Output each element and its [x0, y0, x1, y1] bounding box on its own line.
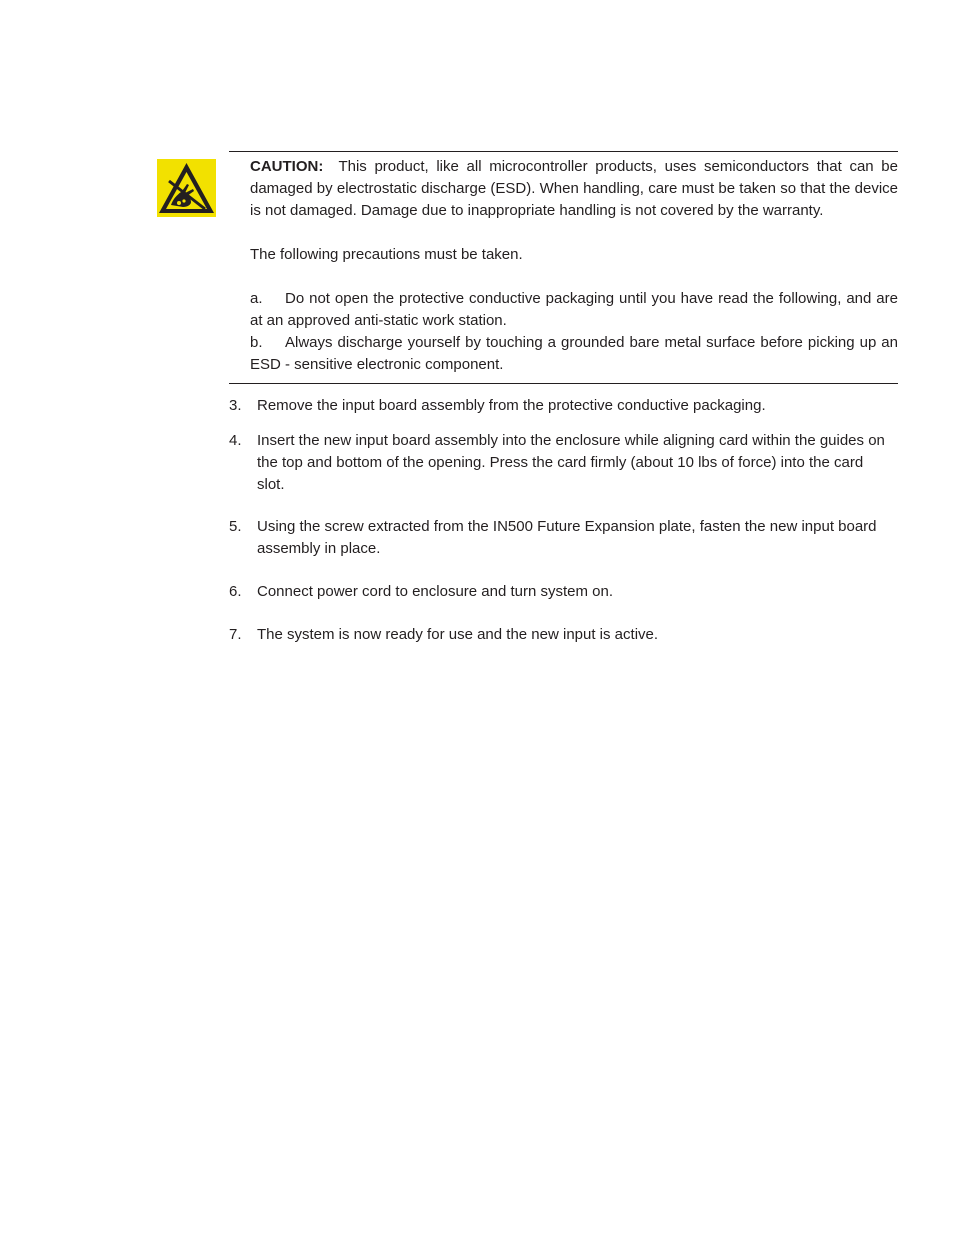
step-number: 3.: [229, 397, 242, 414]
precaution-item-b: [250, 332, 898, 376]
step-text: Using the screw extracted from the IN500 Future Expansion plate, fasten the new input board assembly in place.: [257, 518, 877, 557]
precaution-text: Always discharge yourself by touching a grounded bare metal surface before picking up an ESD - sensitive electronic component.: [250, 334, 898, 373]
caution-notice: [250, 156, 898, 376]
caution-top-rule: [229, 151, 898, 152]
precaution-letter: b.: [250, 334, 263, 351]
step-text: Connect power cord to enclosure and turn system on.: [257, 583, 614, 600]
caution-label: CAUTION:: [250, 158, 324, 175]
step-3: [229, 395, 898, 417]
step-number: 4.: [229, 432, 242, 449]
step-text: The system is now ready for use and the new input is active.: [257, 626, 659, 643]
caution-paragraph: [250, 156, 898, 222]
precaution-letter: a.: [250, 290, 263, 307]
step-number: 6.: [229, 583, 242, 600]
step-text: Insert the new input board assembly into the enclosure while aligning card within the guides on the top and bottom of the opening. Press the card firmly (about 10 lbs of force) into the card slot.: [257, 432, 885, 493]
step-number: 7.: [229, 626, 242, 643]
caution-text: This product, like all microcontroller products, uses semiconductors that can be damaged by electrostatic discharge (ESD). When handling, care must be taken so that the device is not damaged. Damage due to inappropriate handling is not covered by the warranty.: [250, 158, 898, 219]
esd-warning-icon: [157, 159, 216, 217]
caution-bottom-rule: [229, 383, 898, 384]
precaution-item-a: [250, 288, 898, 332]
step-text: Remove the input board assembly from the protective conductive packaging.: [257, 397, 766, 414]
step-5: [229, 516, 898, 560]
precautions-intro: The following precautions must be taken.: [250, 246, 523, 263]
step-4: [229, 430, 898, 496]
step-number: 5.: [229, 518, 242, 535]
step-6: [229, 581, 898, 603]
precaution-text: Do not open the protective conductive packaging until you have read the following, and are at an approved anti-static work station.: [250, 290, 898, 329]
step-7: [229, 624, 898, 646]
